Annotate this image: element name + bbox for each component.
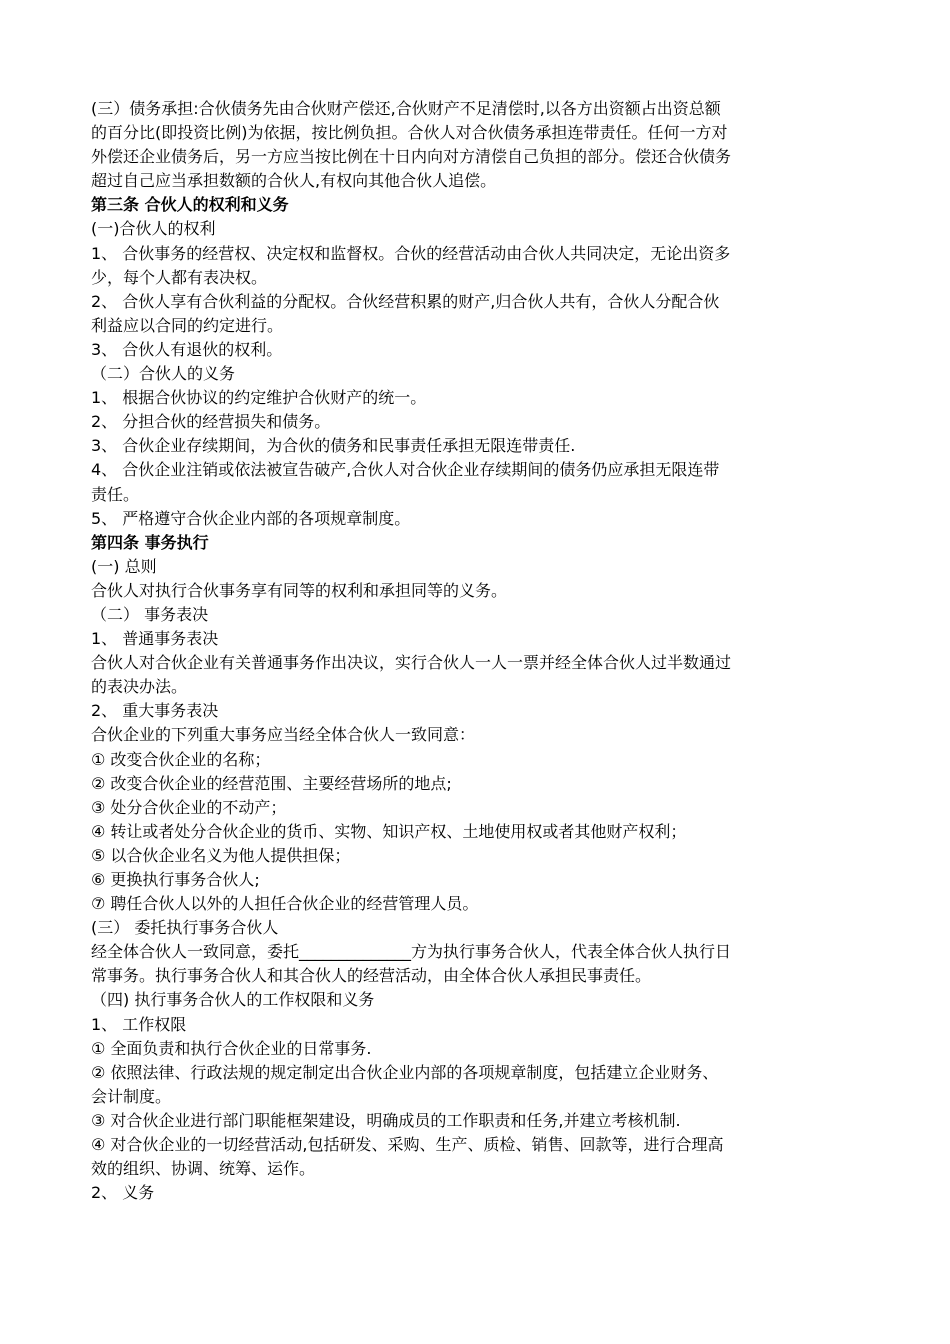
paragraph-line: 经全体合伙人一致同意，委托______________方为执行事务合伙人，代表全体合伙人执行日 bbox=[91, 942, 732, 962]
paragraph-line: 责任。 bbox=[91, 484, 140, 504]
numbered-item: ③ 对合伙企业进行部门职能框架建设，明确成员的工作职责和任务,并建立考核机制. bbox=[91, 1110, 681, 1130]
article-heading: 第四条 事务执行 bbox=[91, 532, 209, 552]
paragraph-line: 外偿还企业债务后，另一方应当按比例在十日内向对方清偿自己负担的部分。偿还合伙债务 bbox=[91, 147, 732, 167]
list-item: 5、 严格遵守合伙企业内部的各项规章制度。 bbox=[91, 508, 411, 528]
section-heading: (一) 总则 bbox=[91, 556, 157, 576]
paragraph-line: 合伙人对执行合伙事务享有同等的权利和承担同等的义务。 bbox=[91, 580, 508, 600]
paragraph-line: 合伙企业的下列重大事务应当经全体合伙人一致同意： bbox=[91, 725, 476, 745]
section-heading: （二） 事务表决 bbox=[91, 604, 209, 624]
numbered-item: ⑥ 更换执行事务合伙人; bbox=[91, 870, 260, 889]
numbered-item: ① 改变合伙企业的名称； bbox=[91, 749, 271, 769]
list-item: 1、 普通事务表决 bbox=[91, 629, 219, 649]
numbered-item: ② 依照法律、行政法规的规定制定出合伙企业内部的各项规章制度，包括建立企业财务、 bbox=[91, 1062, 719, 1082]
numbered-item: ③ 处分合伙企业的不动产； bbox=[91, 797, 287, 817]
list-item: 1、 合伙事务的经营权、决定权和监督权。合伙的经营活动由合伙人共同决定，无论出资多 bbox=[91, 243, 731, 263]
paragraph-line: 会计制度。 bbox=[91, 1086, 172, 1106]
list-item: 2、 义务 bbox=[91, 1183, 155, 1203]
list-item: 2、 分担合伙的经营损失和债务。 bbox=[91, 412, 331, 432]
list-item: 2、 重大事务表决 bbox=[91, 701, 219, 721]
section-heading: (三）债务承担:合伙债务先由合伙财产偿还,合伙财产不足清偿时,以各方出资额占出资总额 bbox=[91, 99, 721, 118]
paragraph-line: 效的组织、协调、统筹、运作。 bbox=[91, 1159, 316, 1179]
section-heading: （四) 执行事务合伙人的工作权限和义务 bbox=[91, 990, 375, 1010]
article-heading: 第三条 合伙人的权利和义务 bbox=[91, 195, 289, 215]
paragraph-line: 常事务。执行事务合伙人和其合伙人的经营活动，由全体合伙人承担民事责任。 bbox=[91, 966, 652, 986]
list-item: 3、 合伙企业存续期间，为合伙的债务和民事责任承担无限连带责任. bbox=[91, 436, 576, 456]
section-heading: (一)合伙人的权利 bbox=[91, 219, 216, 239]
numbered-item: ⑦ 聘任合伙人以外的人担任合伙企业的经营管理人员。 bbox=[91, 894, 479, 914]
list-item: 1、 工作权限 bbox=[91, 1014, 187, 1034]
paragraph-line: 超过自己应当承担数额的合伙人,有权向其他合伙人追偿。 bbox=[91, 171, 497, 191]
paragraph-line: 利益应以合同的约定进行。 bbox=[91, 315, 284, 335]
list-item: 2、 合伙人享有合伙利益的分配权。合伙经营积累的财产,归合伙人共有，合伙人分配合伙 bbox=[91, 291, 720, 311]
paragraph-line: 少，每个人都有表决权。 bbox=[91, 267, 268, 287]
numbered-item: ⑤ 以合伙企业名义为他人提供担保； bbox=[91, 845, 351, 865]
numbered-item: ① 全面负责和执行合伙企业的日常事务. bbox=[91, 1038, 372, 1058]
list-item: 4、 合伙企业注销或依法被宣告破产,合伙人对合伙企业存续期间的债务仍应承担无限连带 bbox=[91, 460, 720, 480]
section-heading: (三） 委托执行事务合伙人 bbox=[91, 918, 279, 938]
document-body bbox=[91, 97, 871, 1205]
list-item: 3、 合伙人有退伙的权利。 bbox=[91, 339, 283, 359]
numbered-item: ② 改变合伙企业的经营范围、主要经营场所的地点; bbox=[91, 773, 452, 793]
paragraph-line: 的表决办法。 bbox=[91, 677, 188, 697]
numbered-item: ④ 对合伙企业的一切经营活动,包括研发、采购、生产、质检、销售、回款等，进行合理高 bbox=[91, 1135, 724, 1155]
section-heading: （二）合伙人的义务 bbox=[91, 364, 236, 384]
paragraph-line: 的百分比(即投资比例)为依据，按比例负担。合伙人对合伙债务承担连带责任。任何一方对 bbox=[91, 123, 728, 143]
numbered-item: ④ 转让或者处分合伙企业的货币、实物、知识产权、土地使用权或者其他财产权利； bbox=[91, 821, 687, 841]
paragraph-line: 合伙人对合伙企业有关普通事务作出决议，实行合伙人一人一票并经全体合伙人过半数通过 bbox=[91, 653, 732, 673]
list-item: 1、 根据合伙协议的约定维护合伙财产的统一。 bbox=[91, 388, 427, 408]
